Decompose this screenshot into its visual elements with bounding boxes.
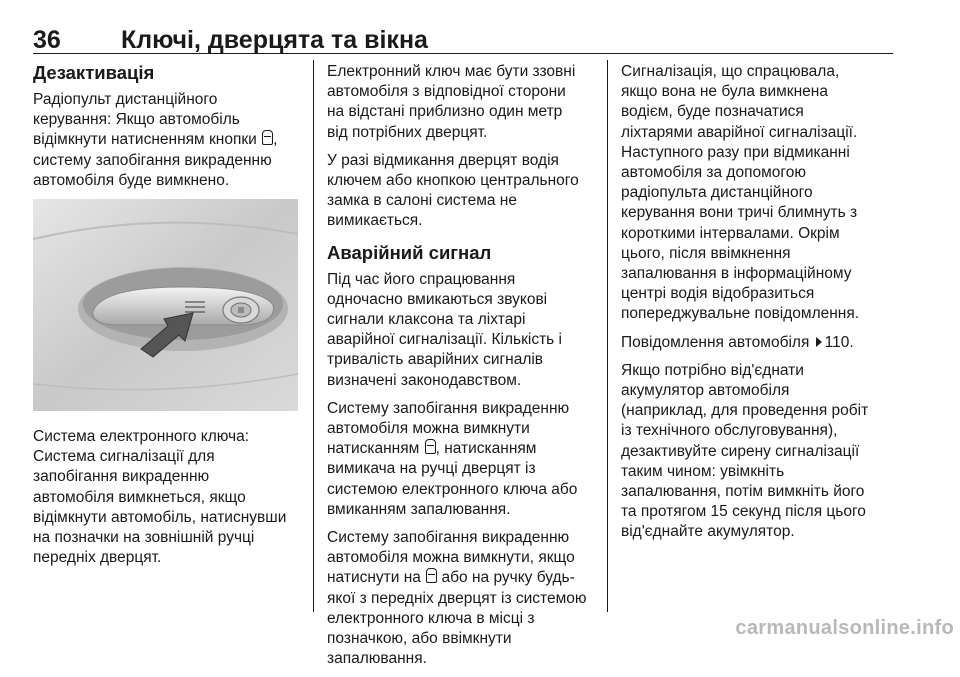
page-title: Ключі, дверцята та вікна — [121, 26, 428, 54]
watermark: carmanualsonline.info — [735, 617, 954, 639]
paragraph-triggered-alarm: Сигналізація, що спрацювала, якщо вона не була вимкнена водієм, буде позначатися ліхтарями аварійної сигналізації. Наступного разу при відмиканні автомобіля за допомогою радіопульта дистанційного керування вони тричі блимнуть з короткими інтервалами. Окрім цього, після ввімкнення запалювання в інформаційному центрі водія відобразиться попереджувальне повідомлення. — [621, 63, 860, 323]
page-number: 36 — [33, 26, 61, 54]
key-fob-unlock-icon — [262, 130, 273, 145]
paragraph-driver-door: У разі відмикання дверцят водія ключем або кнопкою центрального замка в салоні система не вимикається. — [327, 151, 579, 230]
caption-electronic-key: Система електронного ключа: Система сигналізації для запобігання викраденню автомобіля вимкнеться, якщо відімкнути автомобіль, натиснувши на позначки на зовнішній ручці передніх дверцят. — [33, 428, 287, 567]
paragraph-vehicle-messages: Повідомлення автомобіля 110. — [621, 333, 854, 351]
section-heading-deactivation: Дезактивація — [33, 62, 155, 83]
column-3 — [621, 62, 896, 551]
paragraph-remote-control: Радіопульт дистанційного керування: Якщо автомобіль відімкнути натисненням кнопки , систему запобігання викраденню автомобіля буде вимкнено. — [33, 91, 278, 189]
column-1 — [33, 62, 301, 576]
header-rule — [33, 53, 893, 54]
paragraph-disable-alarm-1: Систему запобігання викраденню автомобіля можна вимкнути натисканням , натисканням вимикача на ручці дверцят із системою електронного ключа або вмиканням запалювання. — [327, 399, 578, 518]
paragraph-battery-disconnect: Якщо потрібно від'єднати акумулятор автомобіля (наприклад, для проведення робіт із технічного обслуговування), дезактивуйте сирену сигналізації таким чином: увімкніть запалювання, потім вимкніть його та протягом 15 секунд після цього від'єднайте акумулятор. — [621, 361, 869, 541]
key-fob-unlock-icon — [426, 568, 437, 583]
door-handle-illustration — [33, 199, 298, 411]
column-divider-2 — [607, 60, 608, 612]
paragraph-alarm-signals: Під час його спрацювання одночасно вмикаються звукові сигнали клаксона та ліхтарі аварійної сигналізації. Кількість і тривалість аварійних сигналів визначені законодавством. — [327, 270, 563, 389]
column-divider-1 — [313, 60, 314, 612]
paragraph-disable-alarm-2: Систему запобігання викраденню автомобіля можна вимкнути, якщо натиснути на або на ручку будь- якої з передніх дверцят із системою електронного ключа в місці з позначкою, або ввімкнути запалювання. — [327, 529, 587, 668]
paragraph-key-distance: Електронний ключ має бути ззовні автомобіля з відповідної сторони на відстані приблизно один метр від потрібних дверцят. — [327, 63, 576, 141]
page-reference-link[interactable]: 110. — [824, 333, 854, 351]
column-2 — [327, 62, 597, 677]
key-fob-unlock-icon — [425, 439, 436, 454]
page-header — [33, 26, 893, 54]
section-heading-alarm: Аварійний сигнал — [327, 241, 492, 263]
page-reference-arrow-icon — [816, 337, 822, 347]
